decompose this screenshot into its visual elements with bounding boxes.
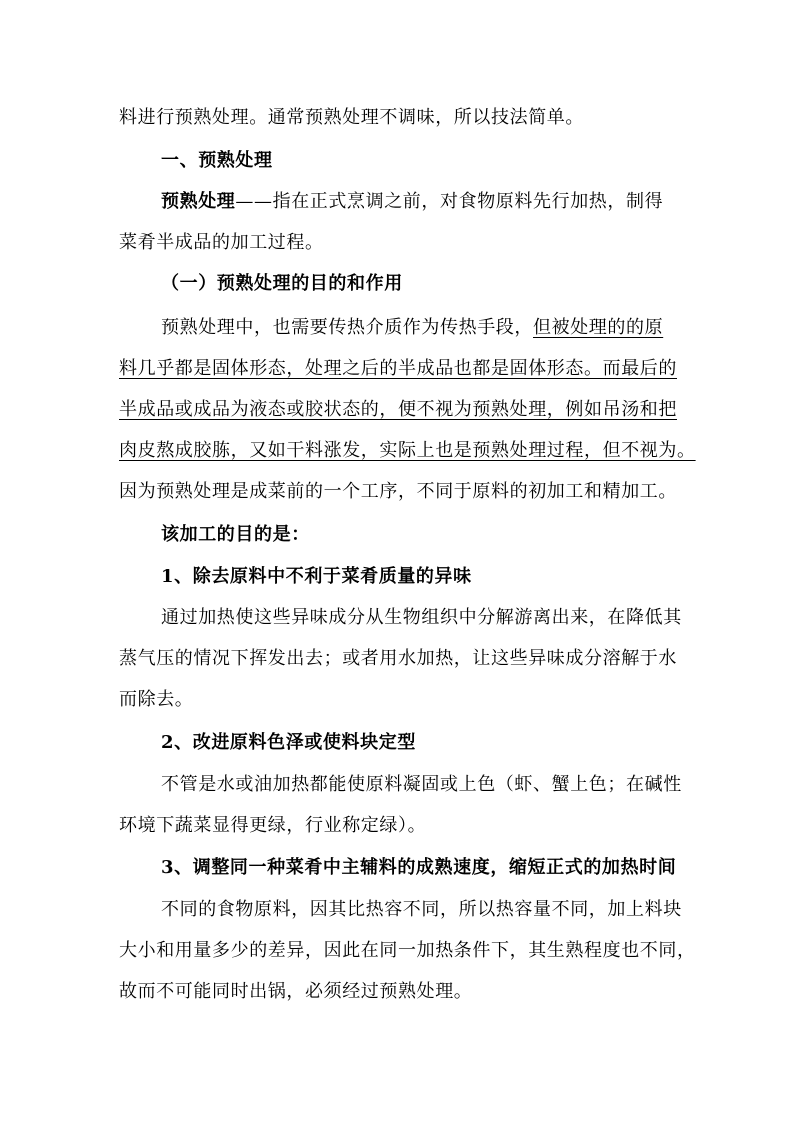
defined-term: 预熟处理 xyxy=(161,191,236,212)
heading-text: 该加工的目的是： xyxy=(161,524,310,545)
text-line xyxy=(161,773,682,797)
text-line xyxy=(119,939,696,963)
text-line: 菜肴半成品的加工过程。 xyxy=(119,232,324,253)
definition-line xyxy=(161,190,663,214)
text-line: 蒸气压的情况下挥发出去；或者用水加热，让这些异味成分溶解于水 xyxy=(119,648,677,669)
underlined-line xyxy=(119,357,677,381)
heading-text: （一）预熟处理的目的和作用 xyxy=(161,273,403,294)
text-line xyxy=(119,480,677,504)
text-line: 大小和用量多少的差异，因此在同一加热条件下，其生熟程度也不同， xyxy=(119,940,696,961)
underlined-text: 料几乎都是固体形态，处理之后的半成品也都是固体形态。而最后的 xyxy=(119,358,677,379)
underlined-line xyxy=(119,439,696,463)
item-heading-1 xyxy=(161,565,472,589)
heading-text: 1、除去原料中不利于菜肴质量的异味 xyxy=(161,566,472,587)
text-line: 通过加热使这些异味成分从生物组织中分解游离出来，在降低其 xyxy=(161,607,682,628)
heading-text: 一、预熟处理 xyxy=(161,150,273,171)
text-line: 不同的食物原料，因其比热容不同，所以热容量不同，加上料块 xyxy=(161,899,682,920)
text-line xyxy=(119,231,324,255)
purpose-heading xyxy=(161,523,310,547)
underlined-text: 但被处理的的原 xyxy=(533,317,664,338)
item-heading-3 xyxy=(161,856,676,880)
text-line xyxy=(161,898,682,922)
heading-text: 2、改进原料色泽或使料块定型 xyxy=(161,732,416,753)
text-line: 故而不可能同时出锅，必须经过预熟处理。 xyxy=(119,981,473,1002)
item-heading-2 xyxy=(161,731,416,755)
text-line: 预熟处理中，也需要传热介质作为传热手段， xyxy=(161,317,533,338)
text-line: 而除去。 xyxy=(119,689,194,710)
definition-text: ——指在正式烹调之前，对食物原料先行加热，制得 xyxy=(235,191,664,212)
text-line: 因为预熟处理是成菜前的一个工序，不同于原料的初加工和精加工。 xyxy=(119,481,677,502)
text-line xyxy=(161,316,663,340)
underlined-text: 半成品或成品为液态或胶状态的，便不视为预熟处理，例如吊汤和把 xyxy=(119,399,677,420)
heading-text: 3、调整同一种菜肴中主辅料的成熟速度，缩短正式的加热时间 xyxy=(161,857,677,878)
text-line: 不管是水或油加热都能使原料凝固或上色（虾、蟹上色；在碱性 xyxy=(161,774,682,795)
underlined-text: 肉皮熬成胶胨，又如干料涨发，实际上也是预熟处理过程，但不视为。 xyxy=(119,440,696,461)
text-line xyxy=(119,647,677,671)
underlined-line xyxy=(119,398,677,422)
text-line xyxy=(161,606,682,630)
text-line: 料进行预熟处理。通常预熟处理不调味，所以技法简单。 xyxy=(119,107,584,128)
text-line: 环境下蔬菜显得更绿，行业称定绿）。 xyxy=(119,815,427,836)
section-heading-1 xyxy=(161,149,273,173)
subsection-heading xyxy=(161,272,403,296)
text-line xyxy=(119,814,426,838)
paragraph-continuation xyxy=(119,106,584,130)
text-line xyxy=(119,980,472,1004)
text-line xyxy=(119,688,193,712)
